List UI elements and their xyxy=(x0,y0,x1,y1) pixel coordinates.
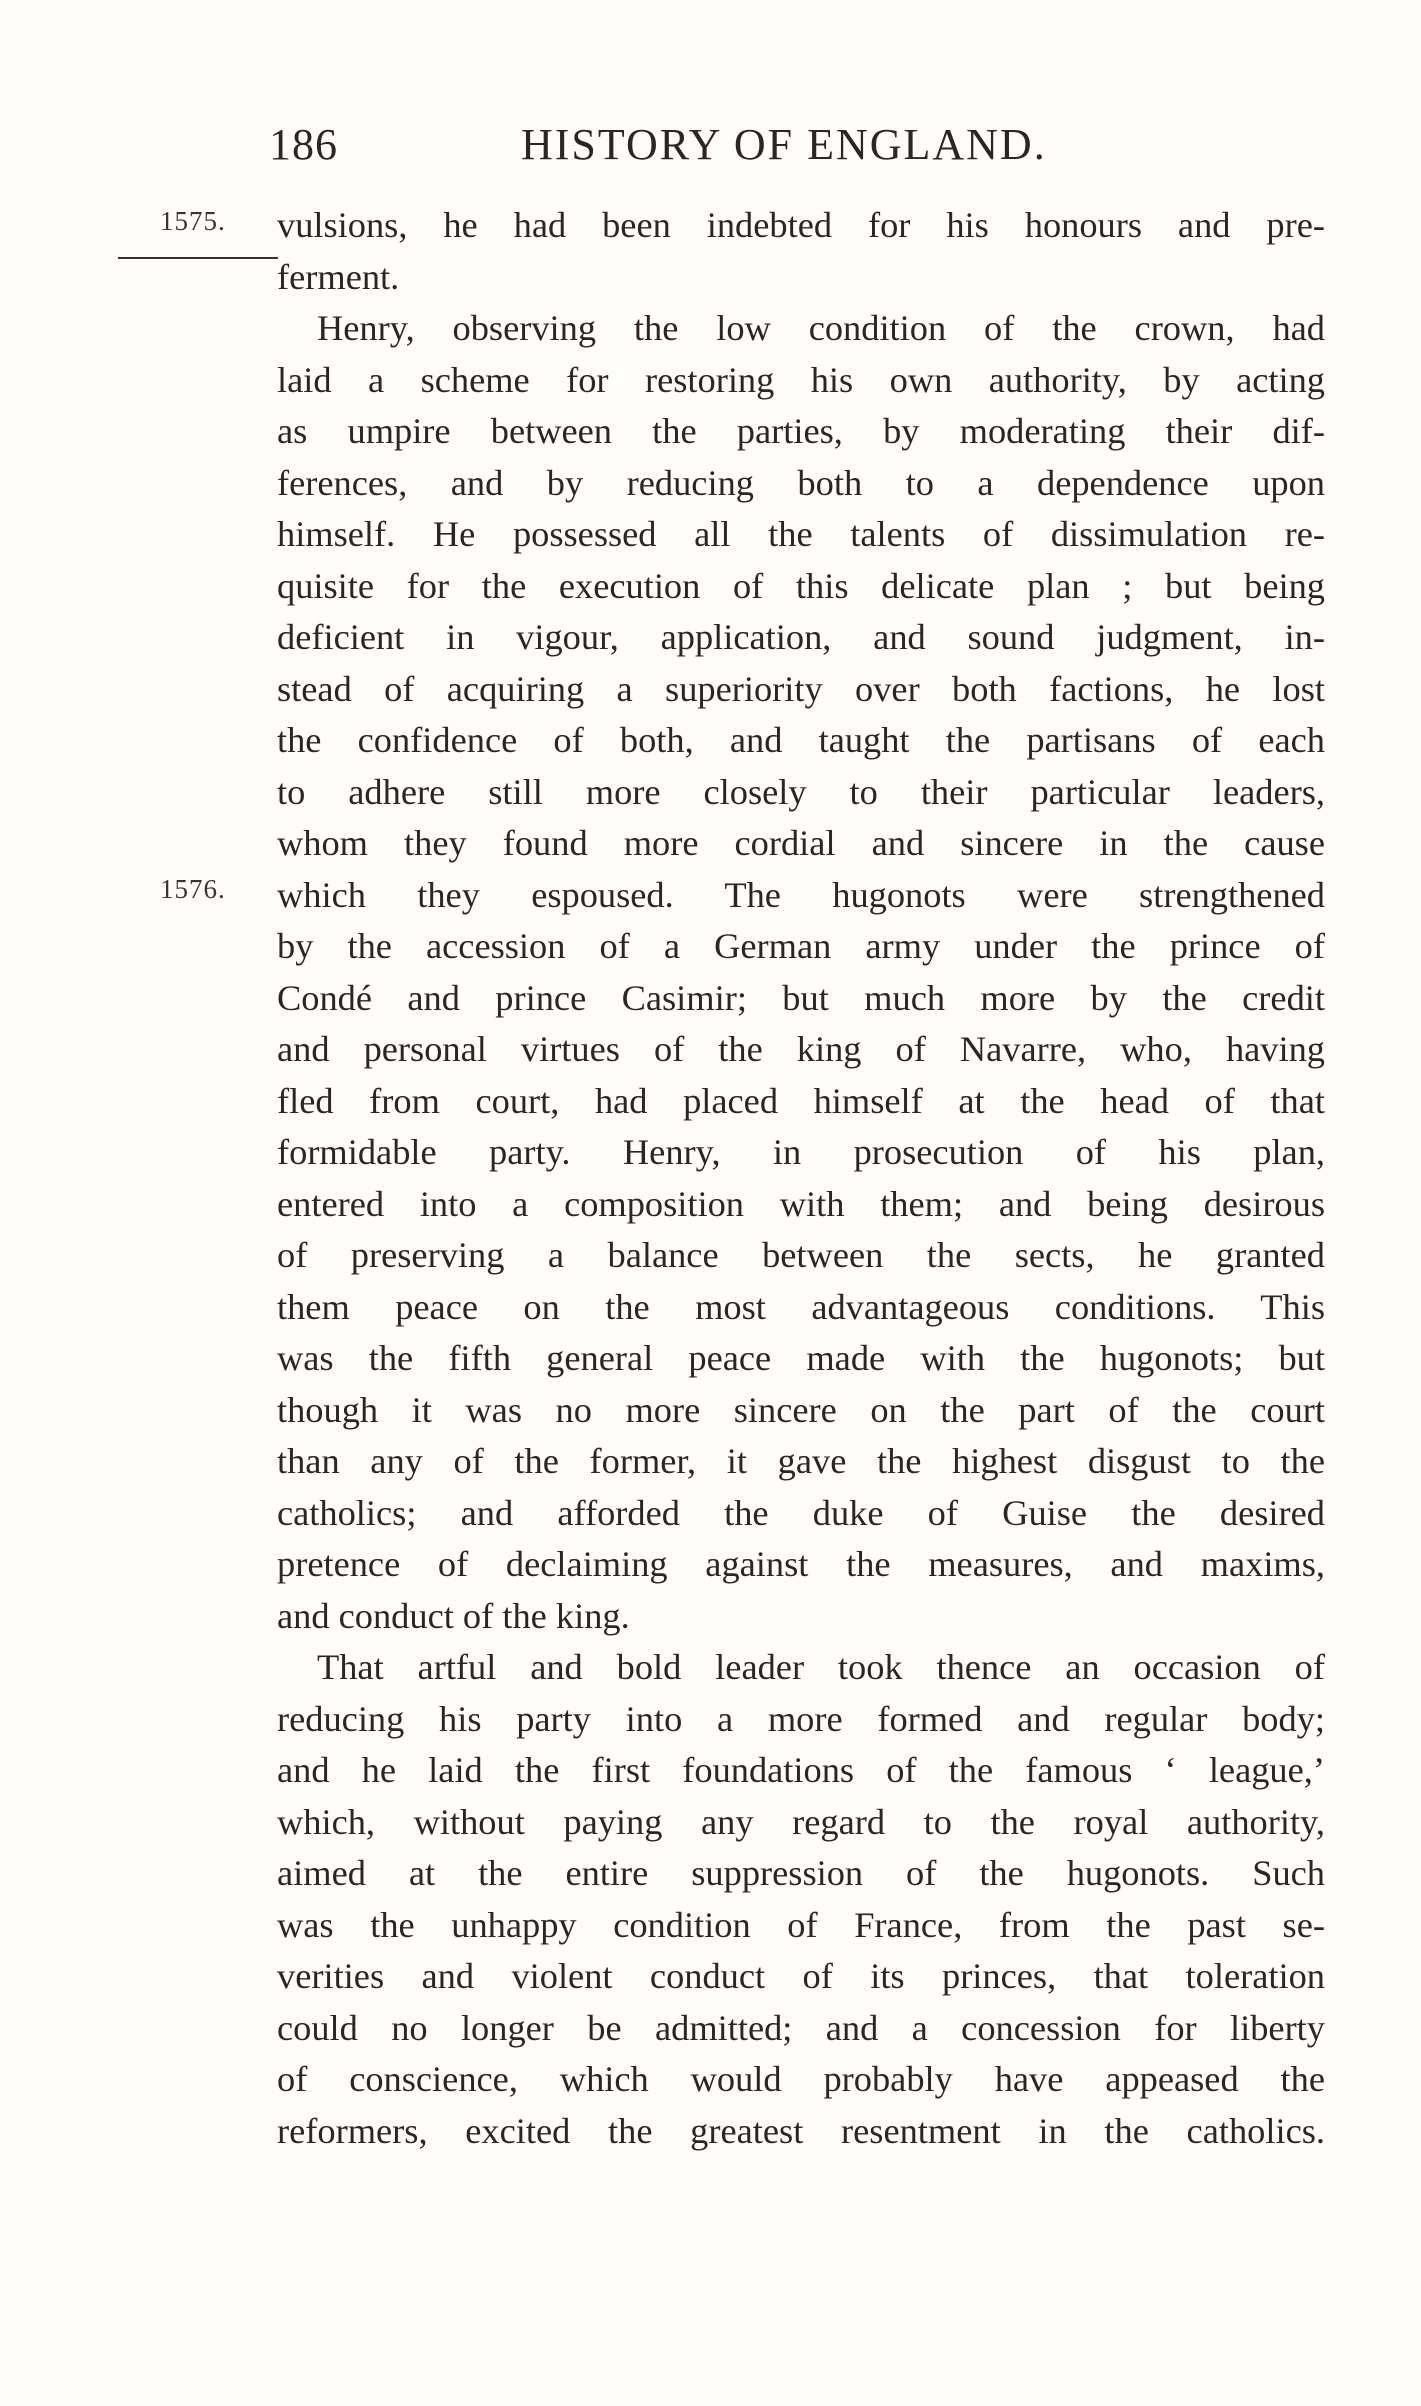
text-line: which, without paying any regard to the royal authority, xyxy=(277,1801,1325,1842)
paragraph-start-line: That artful and bold leader took thence an occasion of xyxy=(317,1647,1325,1687)
text-line: deficient in vigour, application, and sound judgment, in- xyxy=(277,617,1325,657)
text-line: was the unhappy condition of France, from the past se- xyxy=(277,1904,1325,1945)
margin-rule xyxy=(118,257,278,259)
text-line: reformers, excited the greatest resentment in the catholics. xyxy=(277,2110,1325,2151)
text-line: entered into a composition with them; and being desirous xyxy=(277,1183,1325,1224)
text-line: formidable party. Henry, in prosecution of his plan, xyxy=(277,1132,1325,1172)
text-line: Condé and prince Casimir; but much more by the credit xyxy=(277,977,1325,1018)
text-line: himself. He possessed all the talents of dissimulation re- xyxy=(277,514,1325,554)
text-line: reducing his party into a more formed and regular body; xyxy=(277,1698,1325,1739)
text-line: the confidence of both, and taught the partisans of each xyxy=(277,720,1325,760)
text-line: verities and violent conduct of its princes, that toleration xyxy=(277,1956,1325,1996)
text-line: could no longer be admitted; and a concession for liberty xyxy=(277,2007,1325,2048)
text-line: of preserving a balance between the sects, he granted xyxy=(277,1235,1325,1275)
margin-year-1575: 1575. xyxy=(160,206,226,236)
text-line: fled from court, had placed himself at the head of that xyxy=(277,1080,1325,1121)
text-line: and he laid the first foundations of the famous ‘ league,’ xyxy=(277,1750,1325,1790)
text-line: as umpire between the parties, by moderating their dif- xyxy=(277,411,1325,451)
text-line: ferment. xyxy=(277,256,400,297)
text-line: pretence of declaiming against the measures, and maxims, xyxy=(277,1544,1325,1584)
page-number: 186 xyxy=(269,120,338,169)
text-line: stead of acquiring a superiority over both factions, he lost xyxy=(277,668,1325,709)
text-line: whom they found more cordial and sincere in the cause xyxy=(277,823,1325,863)
text-line: which they espoused. The hugonots were strengthened xyxy=(277,874,1325,915)
text-line: by the accession of a German army under the prince of xyxy=(277,926,1325,966)
text-line: catholics; and afforded the duke of Guise the desired xyxy=(277,1492,1325,1533)
text-line: to adhere still more closely to their particular leaders, xyxy=(277,771,1325,812)
text-line: them peace on the most advantageous conditions. This xyxy=(277,1286,1325,1327)
text-line: though it was no more sincere on the part of the court xyxy=(277,1389,1325,1430)
text-line: and conduct of the king. xyxy=(277,1595,630,1636)
text-line: laid a scheme for restoring his own authority, by acting xyxy=(277,359,1325,400)
paragraph-start-line: Henry, observing the low condition of the crown, had xyxy=(317,308,1325,348)
margin-year-1576: 1576. xyxy=(160,874,226,904)
text-line: was the fifth general peace made with the hugonots; but xyxy=(277,1338,1325,1378)
text-line: vulsions, he had been indebted for his honours and pre- xyxy=(277,205,1325,245)
text-line: ferences, and by reducing both to a dependence upon xyxy=(277,462,1325,503)
text-line: aimed at the entire suppression of the hugonots. Such xyxy=(277,1853,1325,1893)
running-head xyxy=(269,118,1115,172)
body-text xyxy=(277,200,1325,2157)
text-line: of conscience, which would probably have appeased the xyxy=(277,2059,1325,2099)
text-line: and personal virtues of the king of Navarre, who, having xyxy=(277,1029,1325,1069)
text-line: quisite for the execution of this delicate plan ; but being xyxy=(277,565,1325,606)
text-line: than any of the former, it gave the highest disgust to the xyxy=(277,1441,1325,1481)
running-title: HISTORY OF ENGLAND. xyxy=(521,120,1047,169)
